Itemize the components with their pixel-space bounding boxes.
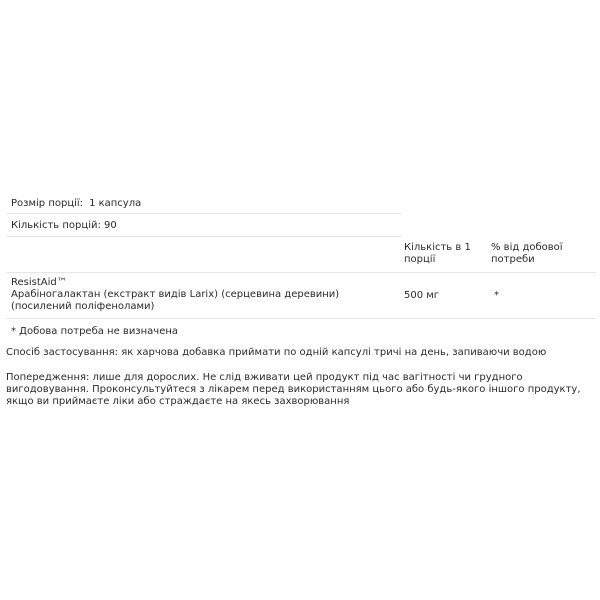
ingredient-name-cell [11,277,386,313]
amount-per-serving-header: Кількість в 1 порції [404,242,471,265]
supplement-facts-table [6,192,596,345]
servings-per-container [11,220,117,232]
daily-value-header: % від добової потреби [491,242,563,265]
serving-size-row [6,192,402,214]
serving-size-value: 1 капсула [89,198,142,209]
ingredient-brand: ResistAid™ [11,277,67,288]
table-header-row [6,237,596,273]
ingredient-daily-value: * [494,290,499,301]
servings-per-container-value: 90 [104,220,117,231]
servings-per-container-label: Кількість порцій: [11,220,101,231]
ingredient-amount: 500 мг [404,290,440,301]
table-row [6,273,596,319]
serving-size [11,198,141,210]
daily-value-footnote: * Добова потреба не визначена [11,326,179,337]
footnote-row [6,319,596,345]
servings-per-container-row [6,214,402,237]
serving-size-label: Розмір порції: [11,198,84,209]
warning-text: Попередження: лише для дорослих. Не слід вживати цей продукт під час вагітності чи грудного вигодовування. Проконсультуйтеся з лікарем перед використанням цього або будь-якого іншого продукту, якщо ви приймаєте ліки або страждаєте на якесь захворювання [6,372,581,407]
usage-instructions: Спосіб застосування: як харчова добавка приймати по одній капсулі тричі на день, запиваючи водою [6,347,547,358]
ingredient-name: Арабіногалактан (екстракт видів Larix) (серцевина деревини) (посилений поліфенолами) [11,289,340,312]
